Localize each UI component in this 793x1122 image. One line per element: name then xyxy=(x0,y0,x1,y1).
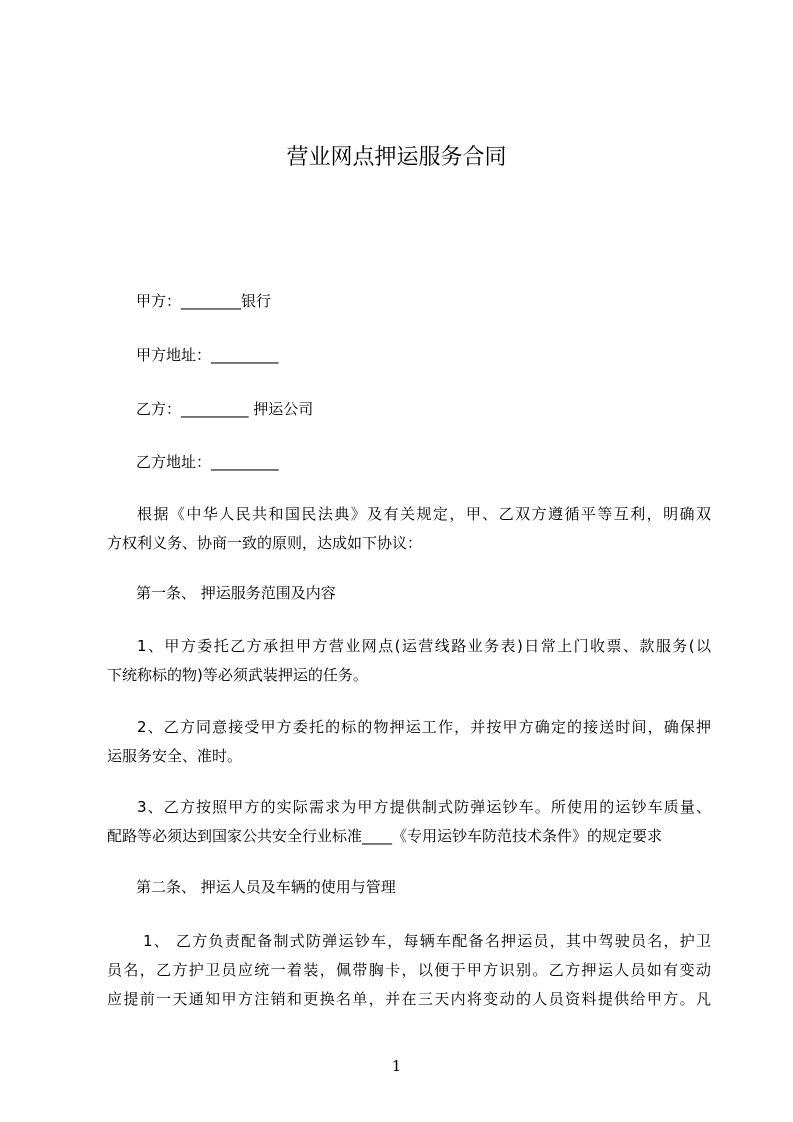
clause-line: 下统称标的物)等必须武装押运的任务。 xyxy=(107,666,368,684)
article-2-heading: 第二条、 押运人员及车辆的使用与管理 xyxy=(136,878,396,896)
article-1-heading: 第一条、 押运服务范围及内容 xyxy=(136,584,336,602)
article-1-item-3 xyxy=(107,797,711,846)
clause-line: 应提前一天通知甲方注销和更换名单，并在三天内将变动的人员资料提供给甲方。凡 xyxy=(107,990,711,1008)
clause-line: 1、 乙方负责配备制式防弹运钞车，每辆车配备名押运员，其中驾驶员名，护卫 xyxy=(143,932,711,950)
preamble-line: 根据《中华人民共和国民法典》及有关规定，甲、乙双方遵循平等互利，明确双 xyxy=(137,505,711,523)
clause-line: 1、甲方委托乙方承担甲方营业网点(运营线路业务表)日常上门收票、款服务(以 xyxy=(137,637,711,655)
party-a: 甲方：________银行 xyxy=(136,292,272,310)
clause-line: 员名，乙方护卫员应统一着装，佩带胸卡，以便于甲方识别。乙方押运人员如有变动 xyxy=(107,961,711,979)
clause-line: 2、乙方同意接受甲方委托的标的物押运工作，并按甲方确定的接送时间，确保押 xyxy=(137,718,711,736)
preamble-line: 方权利义务、协商一致的原则，达成如下协议： xyxy=(107,534,423,552)
article-2-item-1 xyxy=(107,931,711,1009)
party-b-address: 乙方地址：_________ xyxy=(136,453,279,471)
clause-line: 运服务安全、准时。 xyxy=(107,747,243,765)
party-b: 乙方：_________ 押运公司 xyxy=(136,400,314,418)
article-1-item-1 xyxy=(107,636,711,685)
preamble-paragraph xyxy=(107,504,711,553)
page-title: 营业网点押运服务合同 xyxy=(286,145,507,170)
party-a-address: 甲方地址：_________ xyxy=(136,346,279,364)
page-number: 1 xyxy=(391,1057,402,1075)
article-1-item-2 xyxy=(107,717,711,766)
clause-line: 配路等必须达到国家公共安全行业标准____《专用运钞车防范技术条件》的规定要求 xyxy=(107,827,663,845)
clause-line: 3、乙方按照甲方的实际需求为甲方提供制式防弹运钞车。所使用的运钞车质量、 xyxy=(137,798,711,816)
